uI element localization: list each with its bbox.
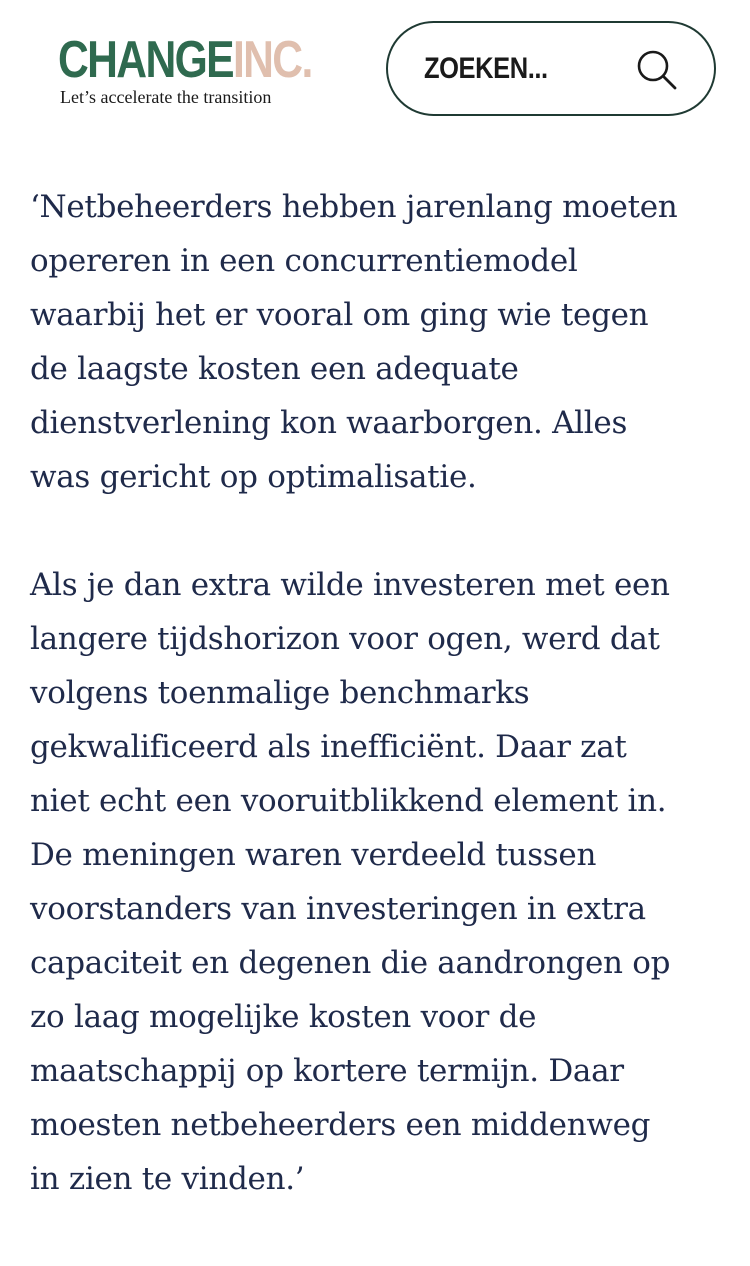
article-body xyxy=(30,180,730,1206)
logo-word-change: CHANGE xyxy=(58,31,233,89)
text-line: De meningen waren verdeeld tussen xyxy=(30,837,597,873)
search-icon[interactable] xyxy=(636,49,678,91)
text-line: ‘Netbeheerders hebben jarenlang moeten xyxy=(30,189,678,225)
logo-word-inc: INC. xyxy=(232,31,312,89)
text-line: zo laag mogelijke kosten voor de xyxy=(30,999,537,1035)
search-label: ZOEKEN... xyxy=(424,52,548,85)
text-line: maatschappij op kortere termijn. Daar xyxy=(30,1053,624,1089)
logo-tagline: Let’s accelerate the transition xyxy=(60,87,272,107)
text-line: opereren in een concurrentiemodel xyxy=(30,243,578,279)
logo-wordmark xyxy=(58,30,312,90)
text-line: langere tijdshorizon voor ogen, werd dat xyxy=(30,621,660,657)
article-paragraph xyxy=(30,558,730,1206)
text-line: volgens toenmalige benchmarks xyxy=(30,675,530,711)
text-line: voorstanders van investeringen in extra xyxy=(30,891,646,927)
site-header xyxy=(0,0,750,140)
article-paragraph xyxy=(30,180,730,504)
text-line: capaciteit en degenen die aandrongen op xyxy=(30,945,671,981)
text-line: de laagste kosten een adequate xyxy=(30,351,519,387)
text-line: moesten netbeheerders een middenweg xyxy=(30,1107,651,1143)
text-line: gekwalificeerd als inefficiënt. Daar zat xyxy=(30,729,627,765)
logo[interactable] xyxy=(58,30,312,110)
text-line: in zien te vinden.’ xyxy=(30,1161,305,1197)
text-line: Als je dan extra wilde investeren met een xyxy=(30,567,670,603)
search-box[interactable] xyxy=(386,21,716,116)
text-line: niet echt een vooruitblikkend element in. xyxy=(30,783,667,819)
text-line: waarbij het er vooral om ging wie tegen xyxy=(30,297,649,333)
text-line: was gericht op optimalisatie. xyxy=(30,459,477,495)
text-line: dienstverlening kon waarborgen. Alles xyxy=(30,405,628,441)
